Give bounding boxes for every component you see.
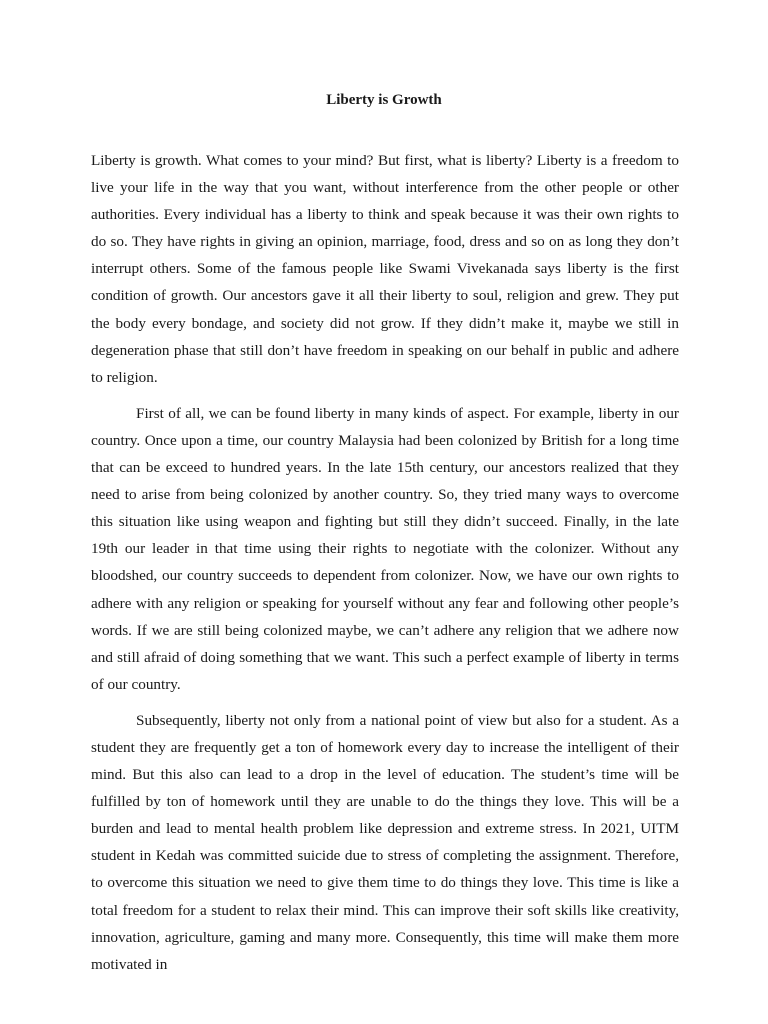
document-body [91,147,679,987]
document-title: Liberty is Growth [326,92,442,108]
paragraph-subsequently: Subsequently, liberty not only from a national point of view but also for a student. As a student they are frequently get a ton of homework every day to increase the intelligent of their mind. But this also can lead to a drop in the level of education. The student’s time will be fulfilled by ton of homework until they are unable to do the things they love. This will be a burden and lead to mental health problem like depression and extreme stress. In 2021, UITM student in Kedah was committed suicide due to stress of completing the assignment. Therefore, to overcome this situation we need to give them time to do things they love. This time is like a total freedom for a student to relax their mind. This can improve their soft skills like creativity, innovation, agriculture, gaming and many more. Consequently, this time will make them more motivated in [91,711,679,973]
paragraph-intro: Liberty is growth. What comes to your mind? But first, what is liberty? Liberty is a freedom to live your life in the way that you want, without interference from the other people or other authorities. Every individual has a liberty to think and speak because it was their own rights to do so. They have rights in giving an opinion, marriage, food, dress and so on as long they don’t interrupt others. Some of the famous people like Swami Vivekanada says liberty is the first condition of growth. Our ancestors gave it all their liberty to soul, religion and grew. They put the body every bondage, and society did not grow. If they didn’t make it, maybe we still in degeneration phase that still don’t have freedom in speaking on our behalf in public and adhere to religion. [91,152,679,386]
paragraph-first-of-all: First of all, we can be found liberty in many kinds of aspect. For example, liberty in our country. Once upon a time, our country Malaysia had been colonized by British for a long time that can be exceed to hundred years. In the late 15th century, our ancestors realized that they need to arise from being colonized by another country. So, they tried many ways to overcome this situation like using weapon and fighting but still they didn’t succeed. Finally, in the late 19th our leader in that time using their rights to negotiate with the colonizer. Without any bloodshed, our country succeeds to dependent from colonizer. Now, we have our own rights to adhere with any religion or speaking for yourself without any fear and following other people’s words. If we are still being colonized maybe, we can’t adhere any religion that we adhere now and still afraid of doing something that we want. This such a perfect example of liberty in terms of our country. [91,404,679,693]
